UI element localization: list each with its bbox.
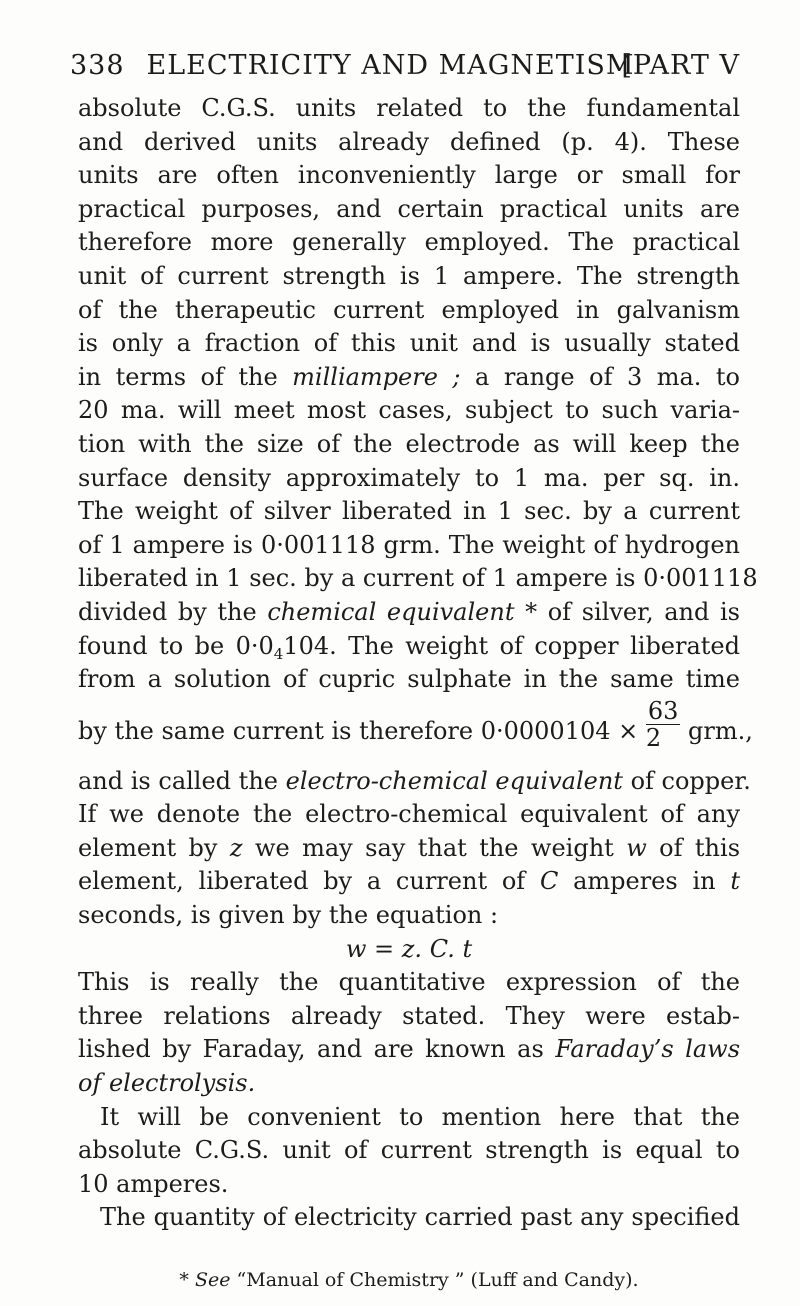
footnote-marker: * bbox=[179, 1269, 195, 1291]
text-span: element, liberated by a current of bbox=[78, 867, 540, 896]
fraction bbox=[646, 698, 681, 751]
emphasis-faradays-laws: Faraday’s laws bbox=[555, 1035, 741, 1064]
text-span: of this bbox=[646, 833, 741, 862]
equation bbox=[78, 933, 740, 967]
text-span: of copper. bbox=[622, 766, 751, 795]
text-span: in terms of the bbox=[78, 362, 293, 391]
text-line bbox=[78, 765, 751, 799]
text-line bbox=[78, 630, 740, 664]
running-header bbox=[70, 50, 740, 81]
section-label: [PART V bbox=[621, 50, 740, 81]
text-line: absolute C.G.S. units related to the fundamental bbox=[78, 94, 740, 122]
emphasis-electro-chemical-equivalent: electro-chemical equivalent bbox=[285, 766, 623, 795]
text-line: of 1 ampere is 0·001118 grm. The weight of hydrogen bbox=[78, 530, 740, 559]
variable-w: w bbox=[626, 833, 647, 862]
emphasis-chemical-equivalent: chemical equivalent bbox=[267, 597, 515, 626]
text-span: by the same current is therefore 0·0000104 × bbox=[78, 716, 646, 745]
text-line: The quantity of electricity carried past any specified bbox=[100, 1203, 740, 1232]
text-line bbox=[78, 832, 740, 866]
text-line: It will be convenient to mention here that the bbox=[100, 1102, 740, 1131]
text-line: 10 amperes. bbox=[78, 1169, 229, 1198]
text-line: The weight of silver liberated in 1 sec. by a current bbox=[78, 497, 740, 526]
text-line: If we denote the electro-chemical equivalent of any bbox=[78, 800, 740, 829]
text-span: found to be 0·0 bbox=[78, 631, 274, 660]
text-line: units are often inconveniently large or small for bbox=[78, 161, 740, 190]
text-span: grm., bbox=[680, 716, 753, 745]
text-span: and is called the bbox=[78, 766, 286, 795]
text-span: divided by the bbox=[78, 597, 268, 626]
text-line: practical purposes, and certain practical units are bbox=[78, 194, 740, 223]
text-line: surface density approximately to 1 ma. per sq. in. bbox=[78, 463, 740, 492]
running-title: ELECTRICITY AND MAGNETISM bbox=[146, 50, 635, 81]
equation-text: w = z. C. t bbox=[345, 934, 473, 963]
text-line: seconds, is given by the equation : bbox=[78, 901, 499, 930]
emphasis-of-electrolysis: of electrolysis. bbox=[78, 1069, 256, 1098]
text-span: we may say that the weight bbox=[242, 833, 627, 862]
body-text bbox=[78, 92, 758, 1235]
text-line bbox=[78, 1033, 740, 1067]
subscript: 4 bbox=[273, 644, 284, 663]
text-line: 20 ma. will meet most cases, subject to such varia- bbox=[78, 396, 740, 425]
text-line bbox=[78, 1067, 740, 1101]
text-line: This is really the quantitative expression of the bbox=[78, 968, 740, 997]
text-line bbox=[78, 361, 740, 395]
variable-t: t bbox=[730, 867, 740, 896]
text-line-with-fraction bbox=[78, 696, 753, 765]
text-span: a range of 3 ma. to bbox=[460, 362, 741, 391]
text-line bbox=[78, 865, 740, 899]
text-line: therefore more generally employed. The practical bbox=[78, 228, 740, 257]
emphasis-milliampere: milliampere ; bbox=[292, 362, 461, 391]
text-line: from a solution of cupric sulphate in the same time bbox=[78, 665, 740, 694]
text-line: of the therapeutic current employed in galvanism bbox=[78, 295, 740, 324]
variable-z: z bbox=[229, 833, 243, 862]
variable-c: C bbox=[539, 867, 559, 896]
fraction-numerator: 63 bbox=[647, 696, 679, 725]
text-line: is only a fraction of this unit and is usually stated bbox=[78, 329, 740, 358]
text-line: liberated in 1 sec. by a current of 1 ampere is 0·001118 bbox=[78, 564, 758, 593]
text-line: and derived units already defined (p. 4). These bbox=[78, 127, 740, 156]
text-span: * of silver, and is bbox=[514, 597, 740, 626]
text-span: 104. The weight of copper liberated bbox=[283, 631, 741, 660]
footnote-see: See bbox=[194, 1269, 231, 1291]
text-span: lished by Faraday, and are known as bbox=[78, 1035, 544, 1064]
text-span: element by bbox=[78, 833, 230, 862]
text-line: tion with the size of the electrode as will keep the bbox=[78, 429, 740, 458]
fraction-denominator: 2 bbox=[645, 723, 662, 752]
text-line: unit of current strength is 1 ampere. The strength bbox=[78, 261, 740, 290]
text-line: three relations already stated. They were estab- bbox=[78, 1001, 740, 1030]
text-line bbox=[78, 596, 740, 630]
text-span: amperes in bbox=[558, 867, 731, 896]
page-number: 338 bbox=[70, 50, 125, 81]
text-line: absolute C.G.S. unit of current strength is equal to bbox=[78, 1136, 740, 1165]
footnote-text: “Manual of Chemistry ” (Luff and Candy). bbox=[230, 1269, 639, 1291]
footnote bbox=[78, 1269, 740, 1291]
